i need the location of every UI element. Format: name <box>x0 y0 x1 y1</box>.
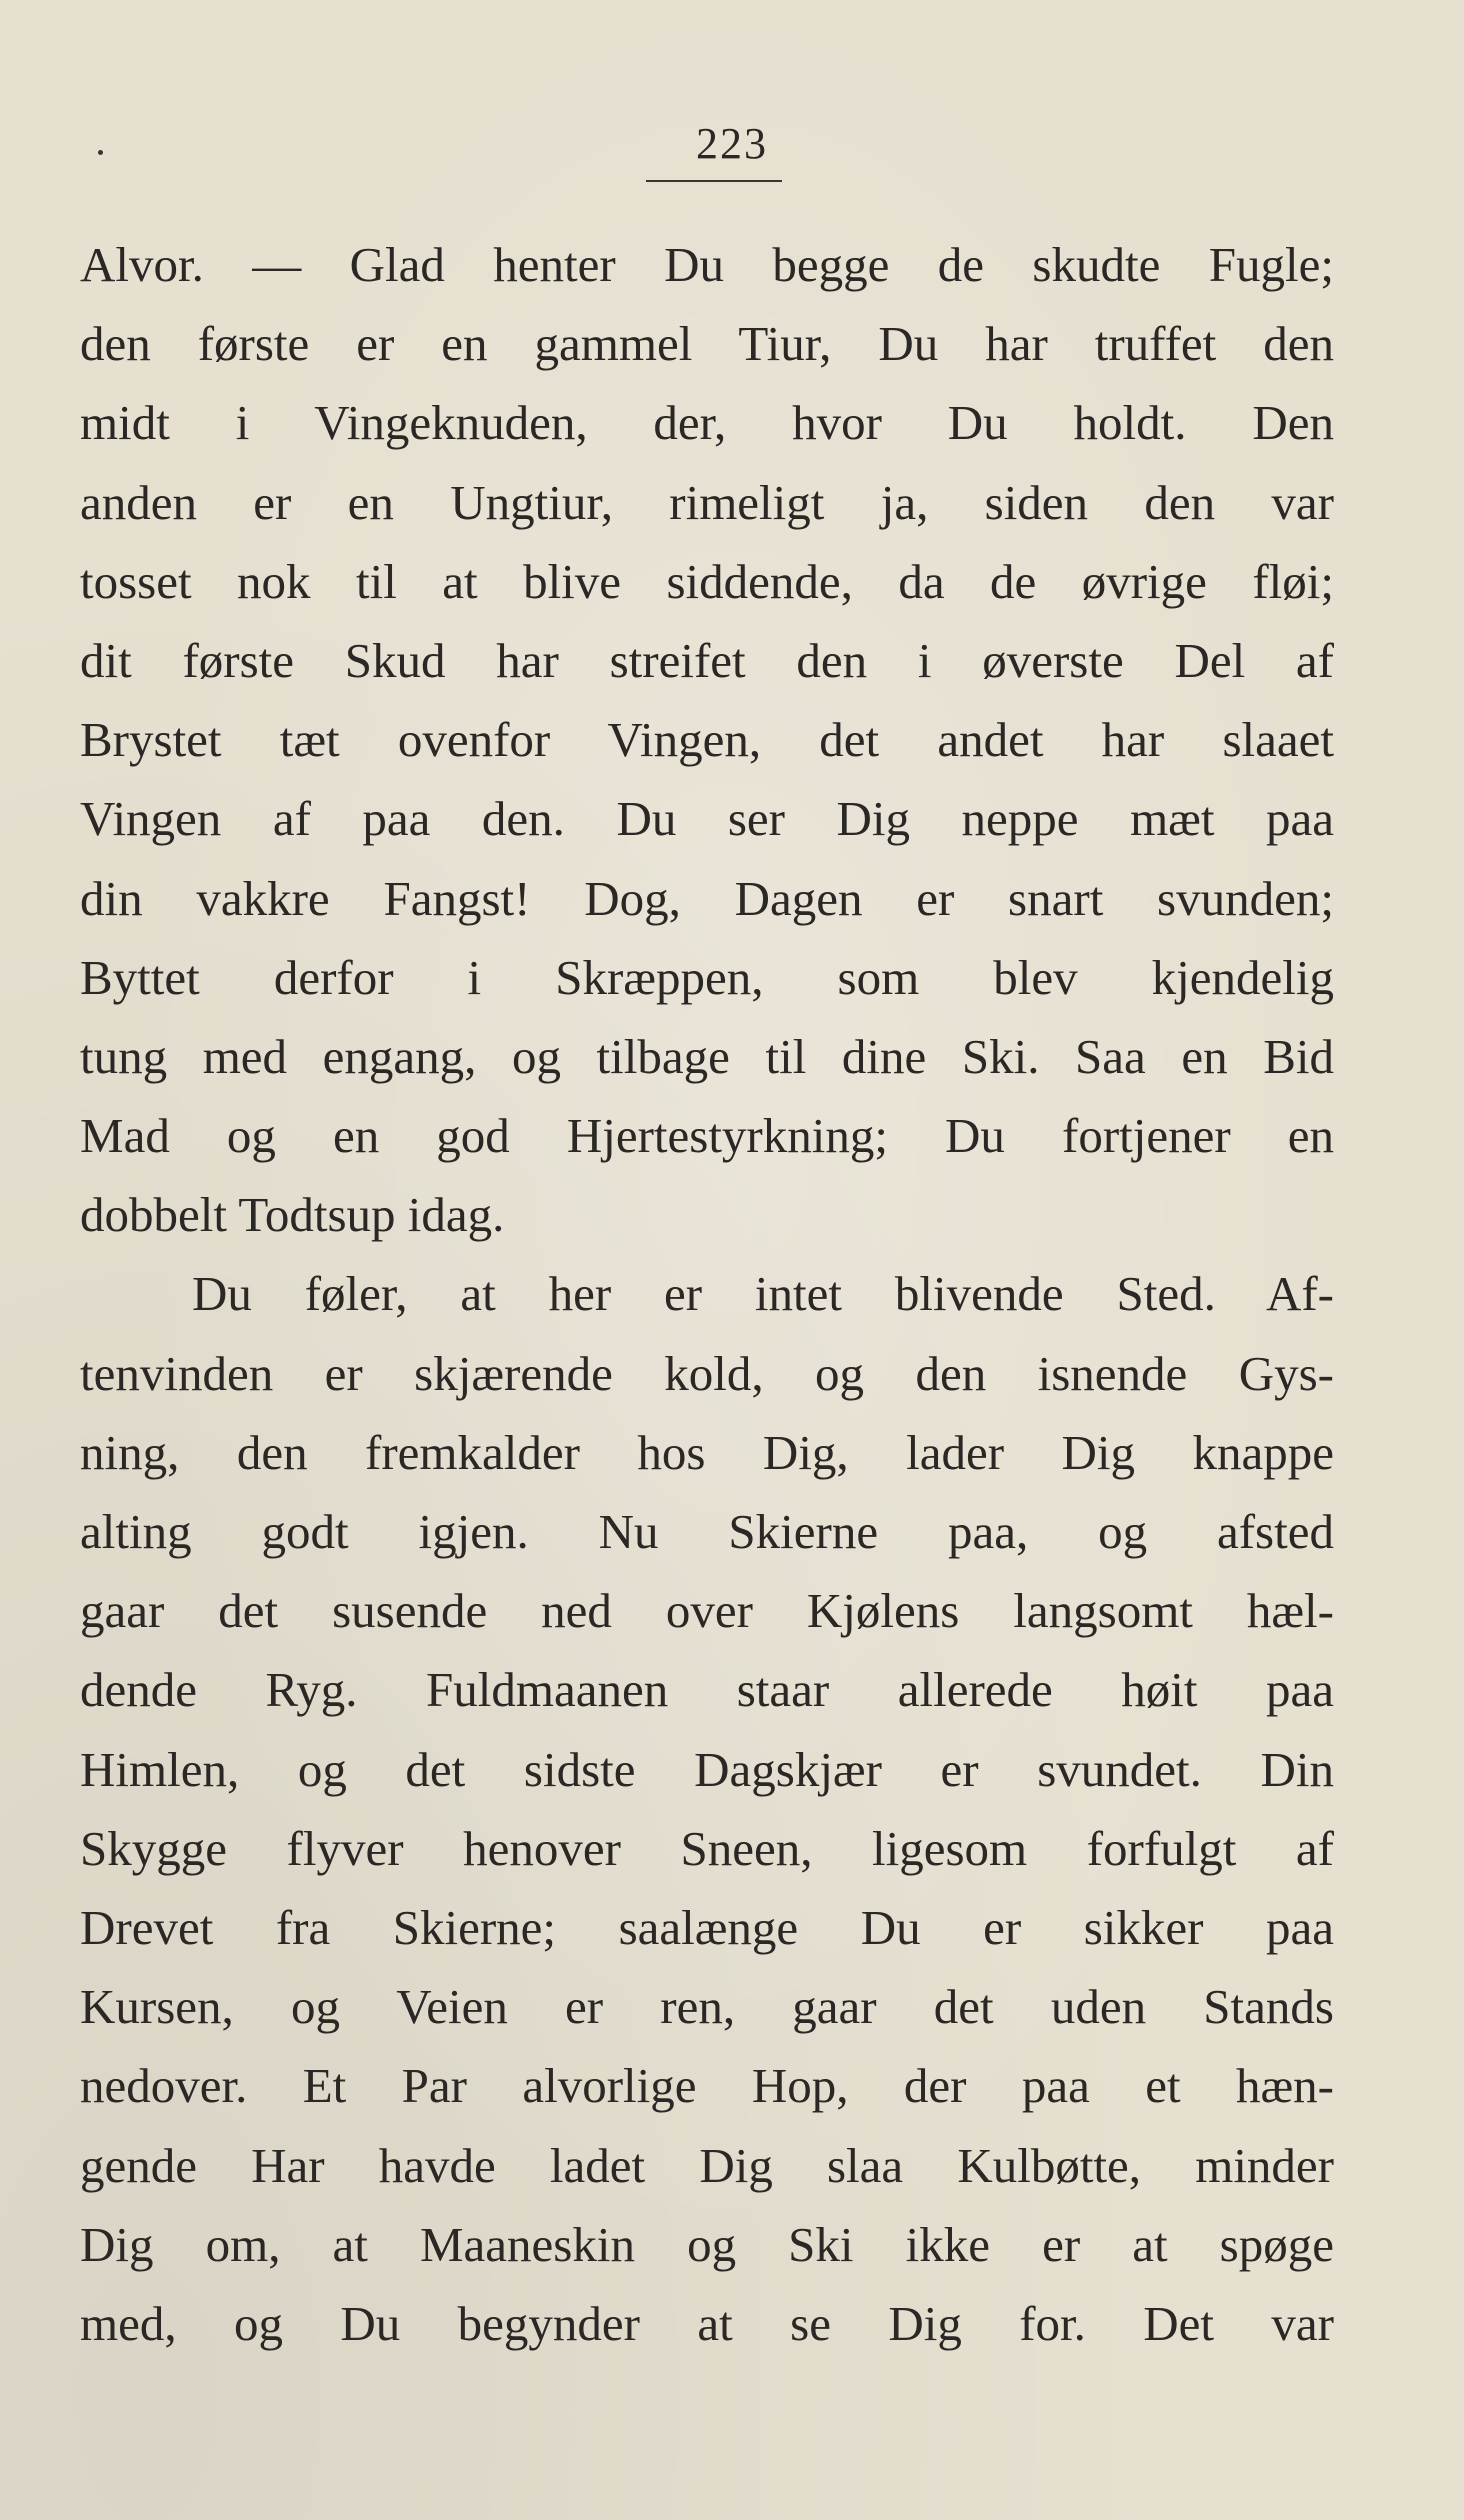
text-line: gaar det susende ned over Kjølens langsomt hæl- <box>80 1583 1334 1639</box>
text-line: Brystet tæt ovenfor Vingen, det andet har slaaet <box>80 712 1334 768</box>
text-line: din vakkre Fangst! Dog, Dagen er snart svunden; <box>80 870 1334 926</box>
text-line: alting godt igjen. Nu Skierne paa, og afsted <box>80 1504 1334 1559</box>
text-line: Drevet fra Skierne; saalænge Du er sikker paa <box>80 1899 1334 1955</box>
text-line: anden er en Ungtiur, rimeligt ja, siden den var <box>80 474 1334 530</box>
page-number-rule <box>646 180 782 182</box>
page-header <box>0 112 1464 192</box>
text-line: midt i Vingeknuden, der, hvor Du holdt. Den <box>80 395 1334 451</box>
text-line: tenvinden er skjærende kold, og den isnende Gys- <box>80 1345 1334 1401</box>
text-line: Mad og en god Hjertestyrkning; Du fortjener en <box>80 1108 1334 1164</box>
paragraph-start-line: Du føler, at her er intet blivende Sted. Af- <box>192 1266 1334 1322</box>
text-line: Vingen af paa den. Du ser Dig neppe mæt paa <box>80 791 1334 847</box>
text-line: med, og Du begynder at se Dig for. Det var <box>80 2295 1334 2351</box>
text-line: Dig om, at Maaneskin og Ski ikke er at spøge <box>80 2216 1334 2272</box>
text-line: dende Ryg. Fuldmaanen staar allerede høit paa <box>80 1662 1334 1718</box>
body-text <box>80 225 1334 2363</box>
text-line: tung med engang, og tilbage til dine Ski. Saa en Bid <box>80 1028 1334 1084</box>
text-line: ning, den fremkalder hos Dig, lader Dig knappe <box>80 1424 1334 1480</box>
text-line: Kursen, og Veien er ren, gaar det uden Stands <box>80 1979 1334 2035</box>
paragraph-end-line: dobbelt Todtsup idag. <box>80 1187 505 1243</box>
text-line: tosset nok til at blive siddende, da de øvrige fløi; <box>80 553 1334 609</box>
text-line: Skygge flyver henover Sneen, ligesom forfulgt af <box>80 1820 1334 1876</box>
text-line: dit første Skud har streifet den i øverste Del af <box>80 632 1334 688</box>
page-number: 223 <box>696 119 768 168</box>
text-line: nedover. Et Par alvorlige Hop, der paa et hæn- <box>80 2058 1334 2114</box>
text-line: Alvor. — Glad henter Du begge de skudte Fugle; <box>80 237 1334 292</box>
text-line: Himlen, og det sidste Dagskjær er svundet. Din <box>80 1741 1334 1797</box>
text-line: Byttet derfor i Skræppen, som blev kjendelig <box>80 949 1334 1005</box>
text-line: gende Har havde ladet Dig slaa Kulbøtte, minder <box>80 2137 1334 2193</box>
text-line: den første er en gammel Tiur, Du har truffet den <box>80 316 1334 372</box>
